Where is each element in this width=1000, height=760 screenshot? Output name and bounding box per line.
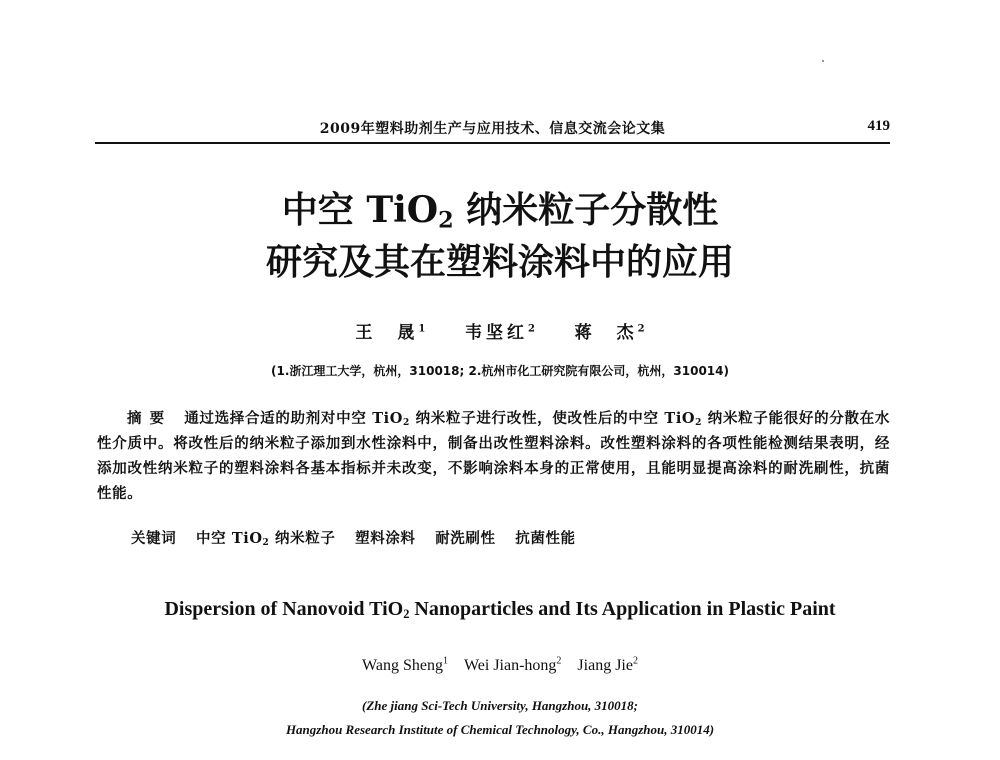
- authors-zh: [0, 318, 1000, 343]
- author-zh-2: [465, 323, 535, 343]
- author-en-3-sup: 2: [632, 656, 638, 667]
- keyword-1-suffix: 纳米粒子: [269, 530, 336, 547]
- title-zh-line2: 研究及其在塑料涂料中的应用: [265, 241, 734, 283]
- keyword-1-prefix: 中空 TiO: [195, 530, 263, 547]
- abstract-zh: [97, 406, 890, 506]
- abstract-sub1: 2: [402, 418, 410, 429]
- author-en-1-sup: 1: [442, 656, 448, 667]
- keyword-3: 耐洗刷性: [435, 530, 496, 547]
- keyword-4: 抗菌性能: [515, 530, 576, 547]
- keywords-label: 关键词: [131, 530, 177, 547]
- author-zh-2-name: 韦坚红: [465, 323, 529, 343]
- affiliation-zh: (1.浙江理工大学，杭州，310018; 2.杭州市化工研究院有限公司，杭州，310014): [271, 364, 729, 378]
- abstract-label: 摘要: [127, 410, 173, 427]
- author-en-3-name: Jiang Jie: [577, 657, 633, 675]
- keyword-1: [196, 530, 336, 547]
- author-en-1: [362, 657, 448, 674]
- affiliation-en-line2: Hangzhou Research Institute of Chemical Technology, Co., Hangzhou, 310014): [285, 722, 715, 737]
- abstract-seg3: 纳米粒子能很好的分散在水性介质中。将改性后的纳米粒子添加到水性涂料中，制备出改性塑料涂料。改性塑料涂料的各项性能检测结果表明，经添加改性纳米粒子的塑料涂料各基本指标并未改变，不影响涂料本身的正常使用，且能明显提高涂料的耐洗刷性，抗菌性能。: [97, 410, 890, 502]
- title-zh-line1-prefix: 中空 TiO: [281, 189, 439, 231]
- keywords-zh: [131, 527, 891, 548]
- running-title: 2009年塑料助剂生产与应用技术、信息交流会论文集: [319, 121, 666, 137]
- abstract-seg1: 通过选择合适的助剂对中空 TiO: [184, 410, 403, 427]
- abstract-seg2: 纳米粒子进行改性，使改性后的中空 TiO: [409, 410, 696, 427]
- author-zh-2-sup: 2: [528, 323, 535, 335]
- title-zh-line1-subscript: 2: [438, 207, 454, 234]
- author-zh-1-sup: 1: [418, 323, 426, 335]
- author-en-1-name: Wang Sheng: [362, 657, 443, 675]
- author-zh-1: [355, 323, 425, 343]
- authors-en: [0, 656, 1000, 675]
- title-en-suffix: Nanoparticles and Its Application in Plastic Paint: [409, 598, 836, 620]
- abstract-sub2: 2: [695, 418, 703, 429]
- page-number: 419: [867, 118, 890, 134]
- author-zh-1-name: 王 晟: [355, 323, 419, 343]
- affiliation-en-line1: (Zhe jiang Sci-Tech University, Hangzhou, 310018;: [361, 698, 639, 713]
- title-zh-line1: [0, 182, 1000, 233]
- running-header: [95, 118, 890, 144]
- author-zh-3-name: 蒋 杰: [574, 323, 638, 343]
- keyword-2: 塑料涂料: [355, 530, 416, 547]
- author-en-2: [464, 657, 561, 674]
- author-en-3: [577, 657, 638, 674]
- author-zh-3-sup: 2: [637, 323, 645, 335]
- title-en-prefix: Dispersion of Nanovoid TiO: [164, 598, 404, 620]
- title-zh-line1-suffix: 纳米粒子分散性: [453, 189, 719, 231]
- keyword-1-sub: 2: [262, 538, 270, 549]
- scan-speck: [822, 60, 824, 62]
- title-en: [0, 598, 1000, 621]
- title-en-sub: 2: [403, 607, 410, 622]
- author-zh-3: [575, 323, 645, 343]
- author-en-2-sup: 2: [556, 656, 562, 667]
- author-en-2-name: Wei Jian-hong: [463, 657, 557, 675]
